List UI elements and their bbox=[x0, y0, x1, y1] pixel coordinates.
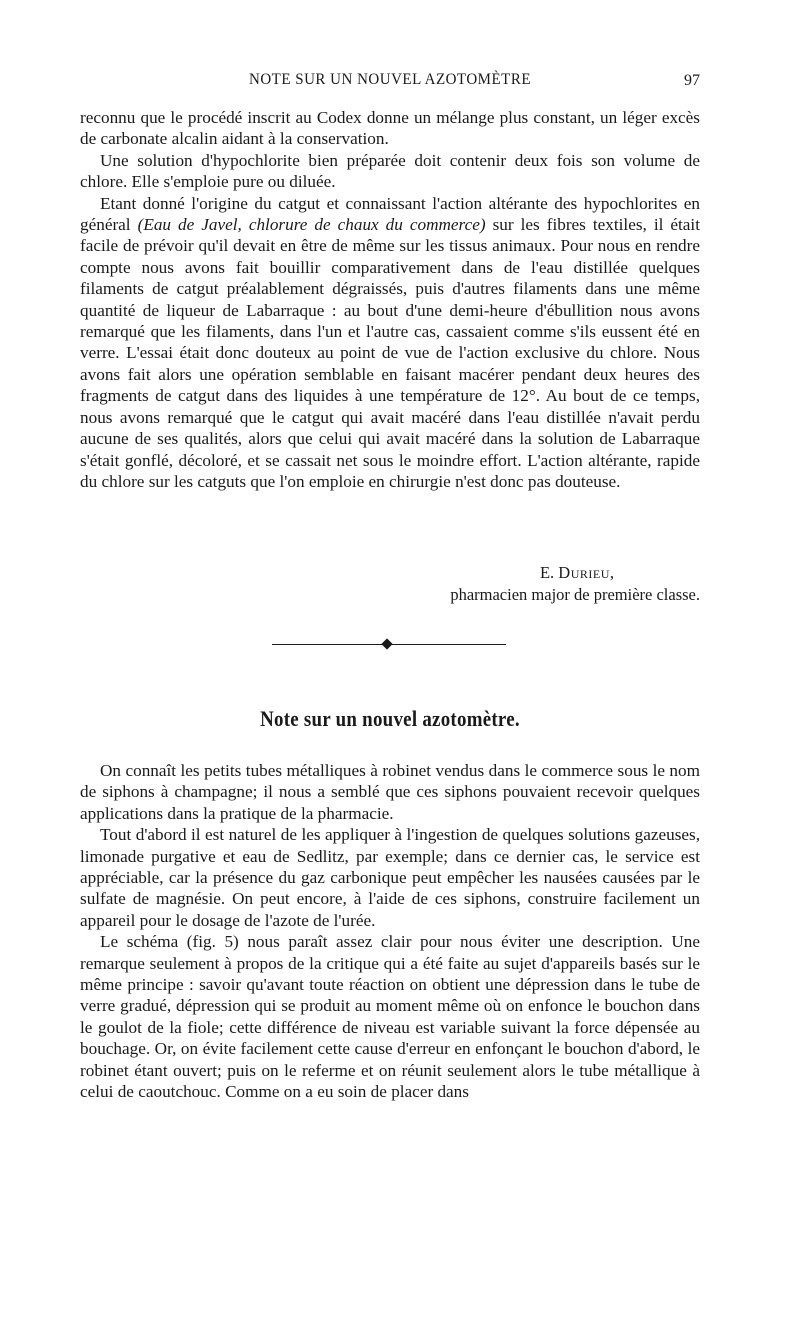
signature-initial: E. bbox=[539, 563, 559, 582]
signature-name bbox=[80, 562, 700, 583]
paragraph-text: sur les fibres textiles, il était facile de prévoir qu'il devait en être de même sur les tissus animaux. Pour nous en rendre compte nous avons fait bouillir comparativement dans de l'eau distillée quelques filaments de catgut préalablement dégraissés, puis d'autres filaments dans une même quantité de liqueur de Labarraque : au bout d'une demi-heure d'ébullition nous avons remarqué que les filaments, dans l'un et l'autre cas, cassaient comme s'ils eussent été en verre. L'essai était donc douteux au point de vue de l'action exclusive du chlore. Nous avons fait alors une opération semblable en faisant macérer pendant deux heures des fragments de catgut dans des liquides à une température de 12°. Au bout de ce temps, nous avons remarqué que le catgut qui avait macéré dans l'eau distillée n'avait perdu aucune de ses qualités, alors que celui qui avait macéré dans la solution de Labarraque s'était gonflé, décoloré, et se cassait net sous le moindre effort. L'action altérante, rapide du chlore sur les catguts que l'on emploie en chirurgie n'est donc pas douteuse. bbox=[80, 215, 700, 491]
paragraph bbox=[80, 193, 700, 493]
signature-title: pharmacien major de première classe. bbox=[450, 585, 700, 604]
paragraph: Tout d'abord il est naturel de les appliquer à l'ingestion de quelques solutions gazeuses, limonade purgative et eau de Sedlitz, par exemple; dans ce dernier cas, le service est appréciable, car la présence du gaz carbonique peut empêcher les nausées causées par le sulfate de magnésie. On peut encore, à l'aide de ces siphons, construire facilement un appareil pour le dosage de l'azote de l'urée. bbox=[80, 825, 700, 930]
paragraph: On connaît les petits tubes métalliques à robinet vendus dans le commerce sous le nom de siphons à champagne; il nous a semblé que ces siphons pouvaient recevoir quelques applications dans la pratique de la pharmacie. bbox=[80, 761, 700, 823]
paragraph: Le schéma (fig. 5) nous paraît assez clair pour nous éviter une description. Une remarque seulement à propos de la critique qui a été faite au sujet d'appareils basés sur le même principe : savoir qu'avant toute réaction on obtient une dépression dans le tube de verre gradué, dépression qui se produit au moment même où on enfonce le bouchon dans le goulot de la fiole; cette différence de niveau est variable suivant la force dépensée au bouchage. Or, on évite facilement cette cause d'erreur en enfonçant le bouchon d'abord, le robinet étant ouvert; puis on le referme et on réunit seulement alors le tube métallique à celui de caoutchouc. Comme on a eu soin de placer dans bbox=[80, 932, 700, 1102]
running-header bbox=[80, 72, 700, 94]
section-divider bbox=[272, 639, 506, 651]
diamond-ornament-icon bbox=[381, 638, 392, 649]
article-body bbox=[80, 760, 700, 1103]
paragraph: reconnu que le procédé inscrit au Codex donne un mélange plus constant, un léger excès de carbonate alcalin aidant à la conservation. bbox=[80, 108, 700, 149]
previous-article-body bbox=[80, 107, 700, 492]
page-number: 97 bbox=[684, 72, 700, 89]
paragraph-text: Etant donné l'origine du catgut et connaissant l'action altérante des hypochlorites en général bbox=[80, 193, 700, 235]
paragraph: Une solution d'hypochlorite bien préparée doit contenir deux fois son volume de chlore. Elle s'emploie pure ou diluée. bbox=[80, 150, 700, 192]
signature-comma: , bbox=[609, 563, 614, 582]
signature-surname: Durieu bbox=[558, 563, 610, 582]
italic-aside: (Eau de Javel, chlorure de chaux du commerce) bbox=[137, 215, 486, 235]
running-title: NOTE SUR UN NOUVEL AZOTOMÈTRE bbox=[249, 71, 531, 89]
document-page bbox=[80, 0, 700, 1321]
article-title: Note sur un nouvel azotomètre. bbox=[260, 706, 520, 731]
